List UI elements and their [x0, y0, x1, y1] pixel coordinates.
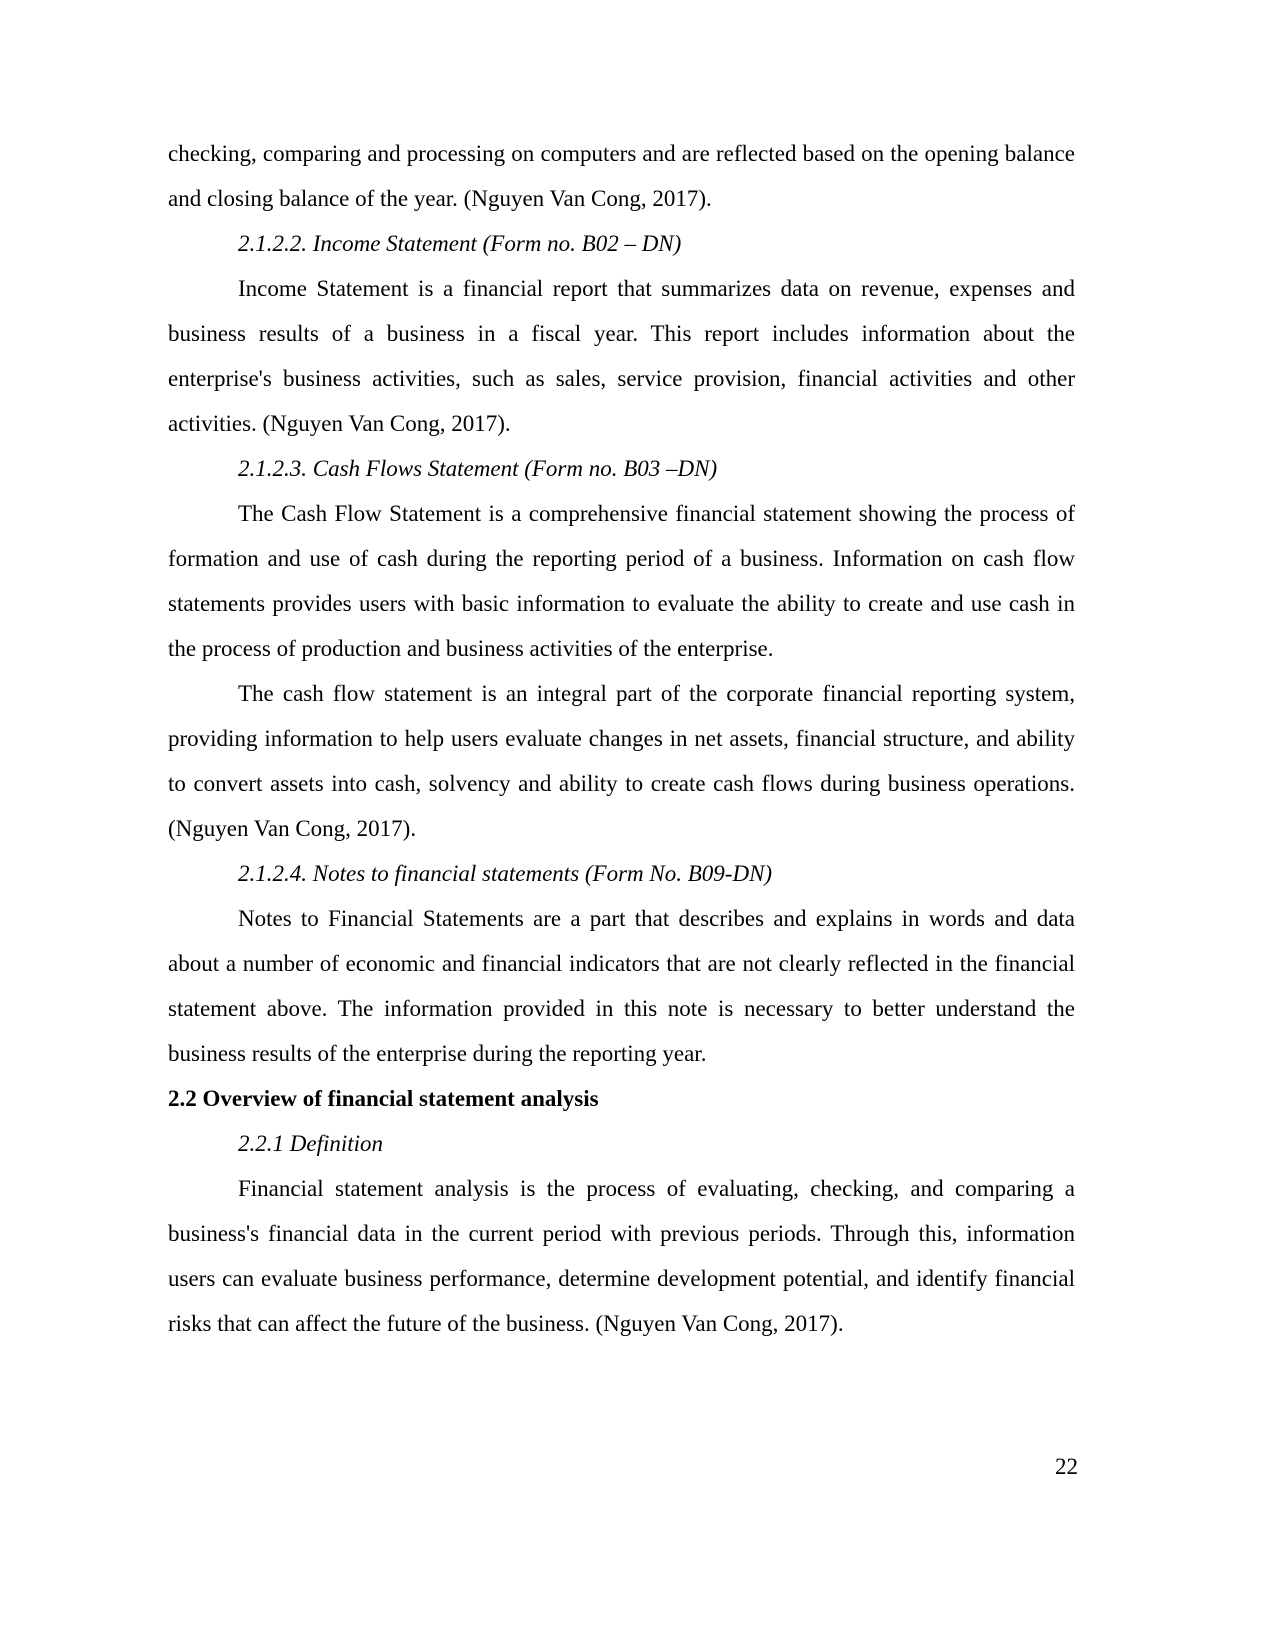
paragraph-notes-description: Notes to Financial Statements are a part that describes and explains in words and data about a number of economic and financial indicators that are not clearly reflected in the financial statement above. The information provided in this note is necessary to better understand the business results of the enterprise during the reporting year.	[168, 906, 1075, 1066]
page-body	[168, 131, 1075, 1346]
heading-definition: 2.2.1 Definition	[238, 1131, 384, 1156]
heading-notes-to-financial-statements: 2.1.2.4. Notes to financial statements (Form No. B09-DN)	[238, 861, 773, 886]
paragraph-balance-sheet-continuation: checking, comparing and processing on computers and are reflected based on the opening balance and closing balance of the year. (Nguyen Van Cong, 2017).	[168, 141, 1075, 211]
paragraph-cash-flow-role: The cash flow statement is an integral part of the corporate financial reporting system, providing information to help users evaluate changes in net assets, financial structure, and ability to convert assets into cash, solvency and ability to create cash flows during business operations. (Nguyen Van Cong, 2017).	[168, 681, 1075, 841]
paragraph-income-statement: Income Statement is a financial report that summarizes data on revenue, expenses and business results of a business in a fiscal year. This report includes information about the enterprise's business activities, such as sales, service provision, financial activities and other activities. (Nguyen Van Cong, 2017).	[168, 276, 1075, 436]
paragraph-analysis-definition: Financial statement analysis is the process of evaluating, checking, and comparing a business's financial data in the current period with previous periods. Through this, information users can evaluate business performance, determine development potential, and identify financial risks that can affect the future of the business. (Nguyen Van Cong, 2017).	[168, 1176, 1075, 1336]
heading-income-statement: 2.1.2.2. Income Statement (Form no. B02 – DN)	[238, 231, 682, 256]
heading-cash-flows-statement: 2.1.2.3. Cash Flows Statement (Form no. B03 –DN)	[238, 456, 718, 481]
page-number: 22	[1055, 1454, 1078, 1479]
heading-overview-financial-statement-analysis: 2.2 Overview of financial statement analysis	[168, 1086, 599, 1111]
paragraph-cash-flow-definition: The Cash Flow Statement is a comprehensive financial statement showing the process of formation and use of cash during the reporting period of a business. Information on cash flow statements provides users with basic information to evaluate the ability to create and use cash in the process of production and business activities of the enterprise.	[168, 501, 1075, 661]
